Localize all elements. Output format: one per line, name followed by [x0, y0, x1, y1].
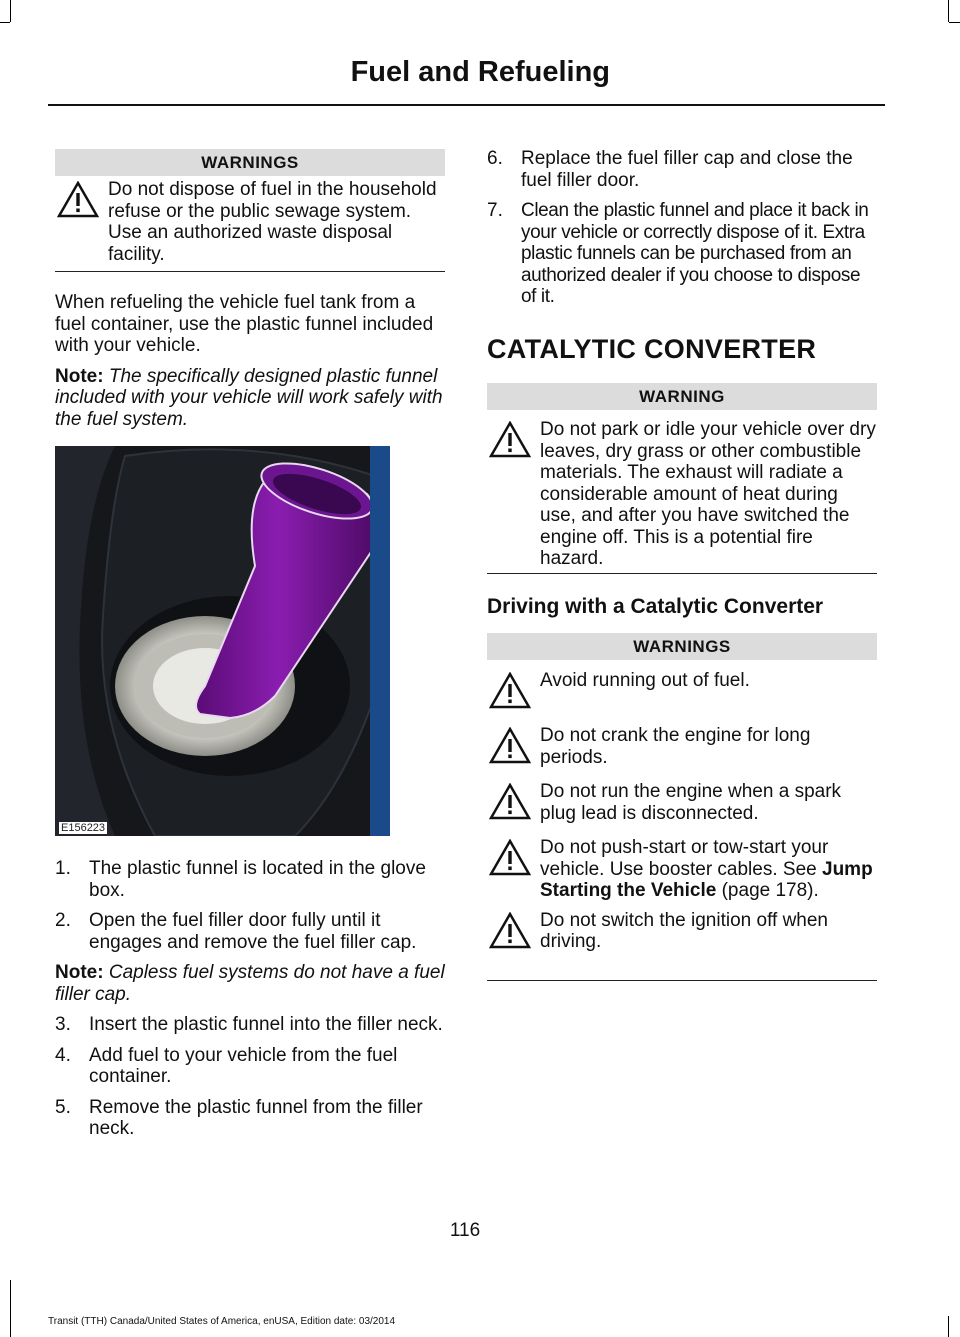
paragraph: When refueling the vehicle fuel tank from a fuel container, use the plastic funnel included with your vehicle. [55, 292, 434, 356]
note-label: Note: [55, 365, 104, 387]
warning-triangle-icon [489, 421, 531, 459]
catalytic-warning [487, 383, 877, 570]
step-text: Add fuel to your vehicle from the fuel container. [89, 1044, 398, 1087]
warning-triangle-icon [489, 839, 531, 877]
crop-mark [948, 0, 949, 22]
sub-heading: Driving with a Catalytic Converter [487, 595, 824, 618]
section-heading: CATALYTIC CONVERTER [487, 334, 817, 364]
warning-heading: WARNING [487, 383, 877, 410]
warning-text-part: Do not push-start or tow-start your vehicle. Use booster cables. See [540, 837, 829, 880]
list-item [487, 200, 877, 308]
warning-block [487, 670, 877, 718]
step-text: Replace the fuel filler cap and close the fuel filler door. [521, 148, 853, 191]
crop-mark [949, 22, 960, 23]
jump-starting-link[interactable]: Jump Starting the Vehicle [540, 858, 873, 901]
step-number: 5. [55, 1096, 71, 1118]
warning-text: Do not switch the ignition off when driving. [540, 909, 828, 952]
list-item [487, 148, 877, 191]
left-column [55, 149, 445, 265]
warning-block [55, 179, 445, 265]
figure-id: E156223 [61, 822, 106, 834]
warning-block [487, 725, 877, 773]
funnel-in-filler-neck-image [55, 446, 390, 836]
page-title: Fuel and Refueling [350, 56, 610, 88]
step-number: 6. [487, 148, 503, 169]
step-number: 2. [55, 910, 71, 931]
divider [55, 271, 445, 272]
step-text: Open the fuel filler door fully until it engages and remove the fuel filler cap. [89, 910, 417, 953]
edition-footer: Transit (TTH) Canada/United States of America, enUSA, Edition date: 03/2014 [48, 1316, 396, 1327]
step-number: 4. [55, 1044, 71, 1066]
warning-text [487, 837, 877, 902]
note-label: Note: [55, 962, 104, 983]
crop-mark [948, 1316, 949, 1337]
crop-mark [10, 0, 11, 22]
list-item [55, 1014, 445, 1036]
step-text: The plastic funnel is located in the glove box. [89, 858, 426, 901]
warning-triangle-icon [489, 672, 531, 710]
left-steps [55, 858, 445, 1140]
crop-mark [10, 1280, 11, 1337]
warnings-heading: WARNINGS [487, 633, 877, 660]
warning-text: Do not run the engine when a spark plug lead is disconnected. [540, 781, 842, 824]
warning-block [487, 419, 877, 570]
warnings-heading: WARNINGS [55, 149, 445, 176]
crop-mark [0, 22, 10, 23]
left-body [55, 292, 445, 430]
step-number: 1. [55, 858, 71, 879]
step-text: Remove the plastic funnel from the filler neck. [89, 1096, 423, 1139]
warning-triangle-icon [489, 783, 531, 821]
warning-text: Do not crank the engine for long periods. [540, 725, 811, 768]
warning-triangle-icon [489, 727, 531, 765]
list-item [55, 858, 445, 901]
warning-text: Do not dispose of fuel in the household refuse or the public sewage system. Use an authorized waste disposal facility. [108, 179, 437, 265]
step-number: 3. [55, 1014, 71, 1035]
warning-text: Avoid running out of fuel. [540, 670, 750, 691]
divider [487, 980, 877, 981]
note-text: The specifically designed plastic funnel included with your vehicle will work safely with the fuel system. [55, 365, 443, 430]
page-reference: (page 178). [721, 880, 819, 901]
step-number: 7. [487, 200, 503, 221]
step-text: Clean the plastic funnel and place it back in your vehicle or correctly dispose of it. Extra plastic funnels can be purchased from an authorized dealer if you choose to dispose of it. [521, 200, 869, 307]
warning-triangle-icon [57, 181, 99, 219]
divider [487, 573, 877, 574]
note [55, 366, 445, 431]
warning-block [487, 837, 877, 902]
note-text: Capless fuel systems do not have a fuel filler cap. [55, 962, 445, 1005]
driving-warnings [487, 633, 877, 953]
list-item [55, 1045, 445, 1088]
step-text: Insert the plastic funnel into the filler neck. [89, 1014, 443, 1035]
warning-block [487, 910, 877, 953]
right-steps [487, 148, 877, 308]
warning-block [487, 781, 877, 829]
warning-triangle-icon [489, 912, 531, 950]
header-rule [48, 104, 885, 106]
page-number: 116 [449, 1220, 481, 1241]
warning-text: Do not park or idle your vehicle over dry leaves, dry grass or other combustible materials. The exhaust will radiate a considerable amount of heat during use, and after you have switched the engine off. This is a potential fire hazard. [540, 419, 876, 569]
list-item [55, 1097, 445, 1140]
funnel-illustration [55, 446, 390, 836]
note [55, 962, 445, 1005]
list-item [55, 910, 445, 953]
